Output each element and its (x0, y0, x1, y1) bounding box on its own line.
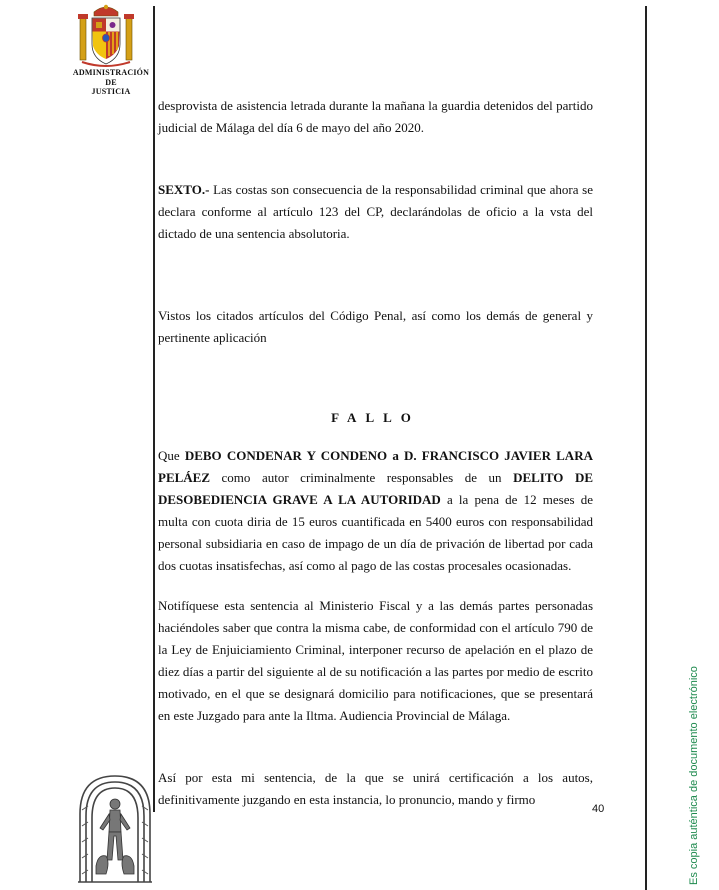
document-body (158, 95, 593, 811)
paragraph-fallo (158, 445, 593, 577)
left-margin-rule (153, 6, 155, 812)
fallo-condena: DEBO CONDENAR Y CONDENO a D. FRANCISCO JAVIER LARA PELÁEZ (158, 448, 593, 485)
coat-of-arms-icon (76, 4, 136, 68)
paragraph-firma: Así por esta mi sentencia, de la que se unirá certificación a los autos, definitivamente juzgando en esta instancia, lo pronuncio, mando y firmo (158, 770, 593, 807)
right-margin-rule (645, 6, 647, 890)
institution-line-3: JUSTICIA (91, 87, 131, 96)
sexto-text: Las costas son consecuencia de la responsabilidad criminal que ahora se declara conforme al artículo 123 del CP, declarándolas de oficio a la vsta del dictado de una sentencia absolutoria. (158, 182, 593, 241)
paragraph-sexto (158, 179, 593, 245)
fallo-delito: DELITO DE DESOBEDIENCIA GRAVE A LA AUTORIDAD (158, 470, 593, 507)
page-number: 40 (592, 803, 605, 815)
institution-line-2: DE (105, 77, 117, 87)
fallo-text-c: como autor criminalmente responsables de un (210, 470, 514, 485)
sexto-label: SEXTO.- (158, 182, 210, 197)
paragraph-continuation: desprovista de asistencia letrada durante la mañana la guardia detenidos del partido judicial de Málaga del día 6 de mayo del año 2020. (158, 98, 593, 135)
institution-line-1: ADMINISTRACIÓN (72, 68, 150, 77)
junta-emblem-icon (74, 770, 156, 886)
institution-label (68, 68, 154, 97)
paragraph-notificacion: Notifíquese esta sentencia al Ministerio Fiscal y a las demás partes personadas haciéndoles saber que contra la misma cabe, de conformidad con el artículo 790 de la Ley de Enjuiciamiento Criminal, interponer recurso de apelación en el plazo de diez días a partir del siguiente al de su notificación a las partes por medio de escrito motivado, en el que se designará domicilio para notificaciones, que se presentará en este Juzgado para ante la Iltma. Audiencia Provincial de Málaga. (158, 598, 593, 723)
fallo-heading: FALLO (331, 410, 420, 425)
authenticity-note: Es copia auténtica de documento electrónico (688, 666, 700, 885)
fallo-text-e: a la pena de 12 meses de multa con cuota diria de 15 euros cuantificada en 5400 euros con responsabilidad personal subsidiaria en caso de impago de un día de privación de libertad por cada dos cuotas insatisfechas, así como al pago de las costas procesales ocasionadas. (158, 492, 593, 573)
fallo-text-a: Que (158, 448, 185, 463)
paragraph-vistos: Vistos los citados artículos del Código Penal, así como los demás de general y pertinente aplicación (158, 308, 593, 345)
